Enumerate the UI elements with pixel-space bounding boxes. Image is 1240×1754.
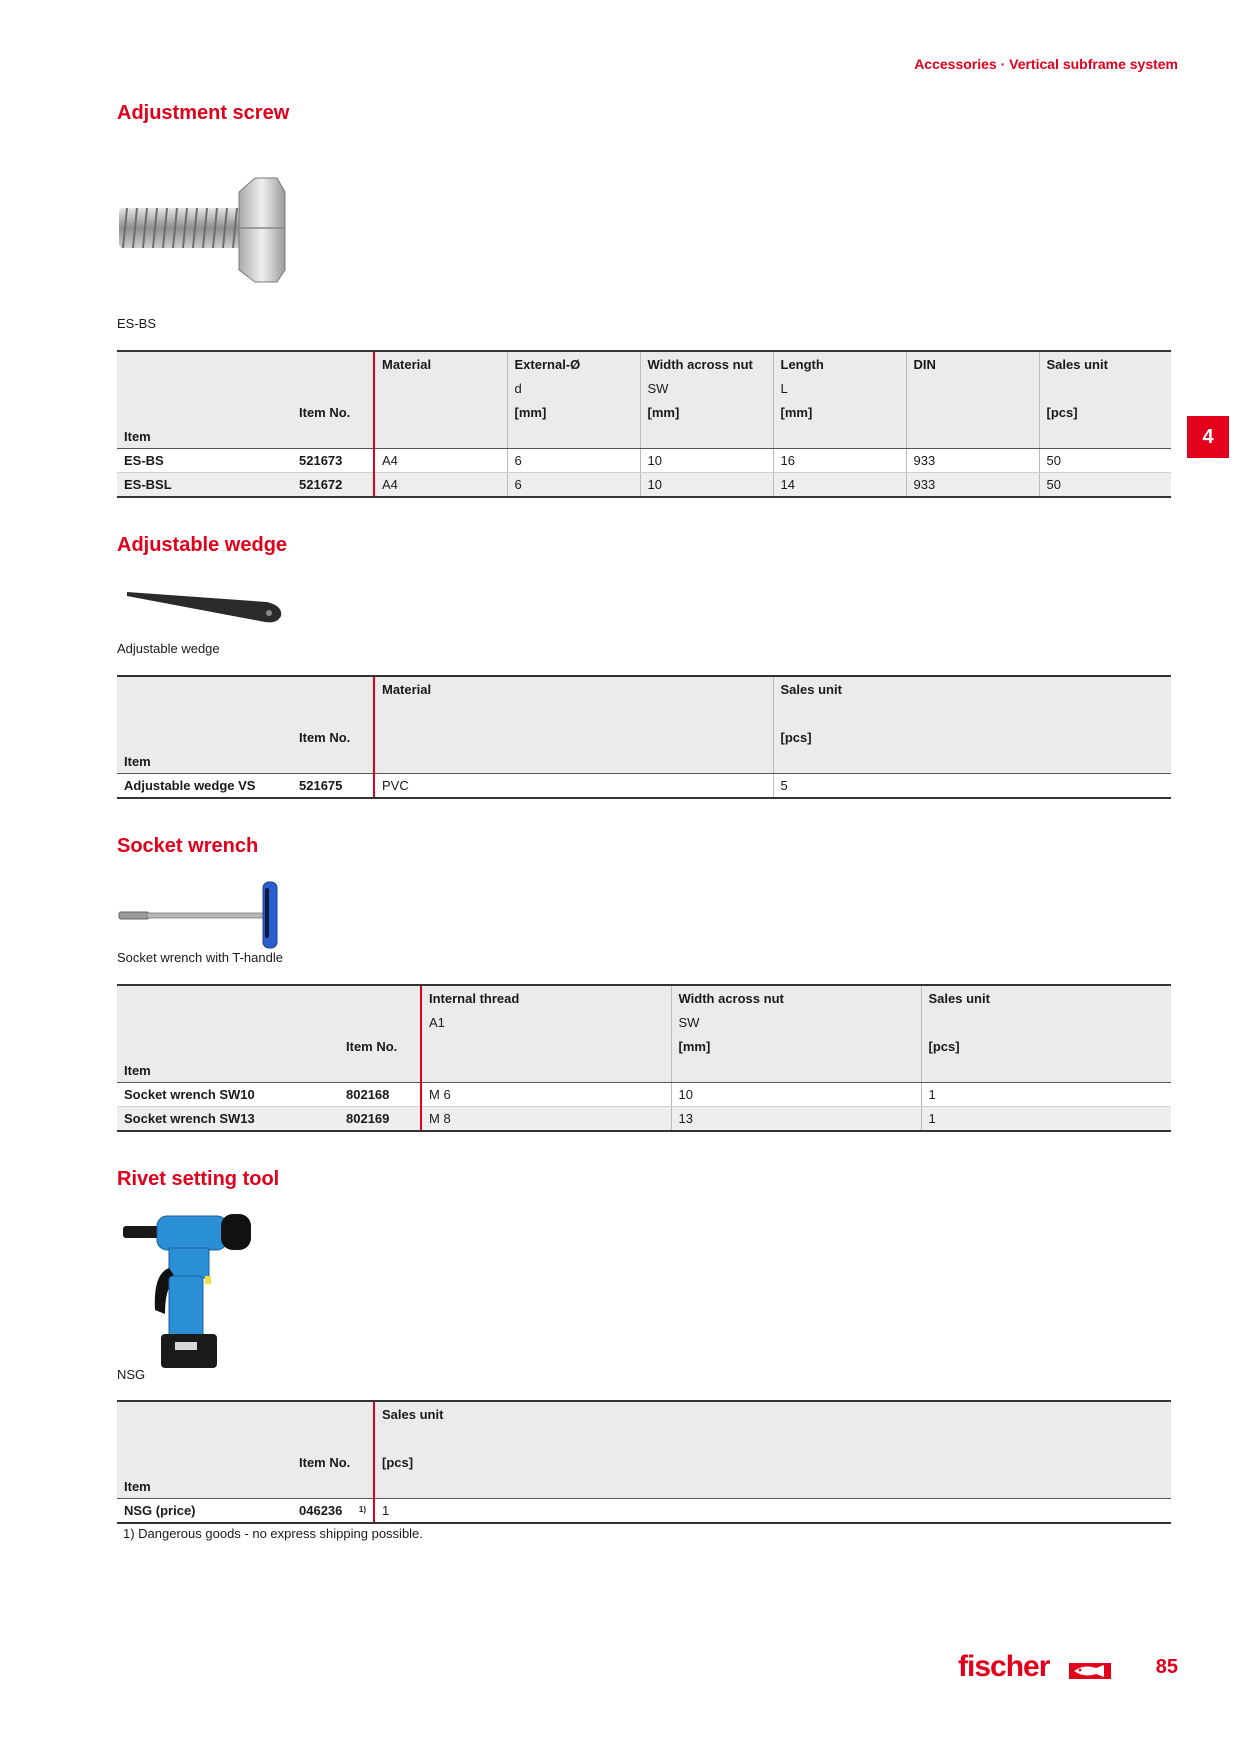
section-title-adjustment-screw: Adjustment screw: [117, 102, 290, 124]
sym-sw: SW: [671, 1010, 921, 1034]
col-sales-unit: Sales unit: [1039, 351, 1171, 376]
unit-pcs: [pcs]: [374, 1450, 1171, 1474]
section-title-adjustable-wedge: Adjustable wedge: [117, 534, 288, 556]
col-material: Material: [374, 676, 773, 701]
unit-sw: [mm]: [671, 1034, 921, 1058]
col-width-across-nut: Width across nut: [671, 985, 921, 1010]
footnote: 1) Dangerous goods - no express shipping possible.: [123, 1526, 423, 1541]
col-sales-unit: Sales unit: [921, 985, 1171, 1010]
table-row: Adjustable wedge VS 521675 PVC 5: [117, 774, 1171, 799]
fischer-logo: fischer: [958, 1650, 1050, 1683]
table-row: Socket wrench SW10 802168 M 6 10 1: [117, 1083, 1171, 1107]
sym-sw: SW: [640, 376, 773, 400]
col-item: Item: [117, 1058, 339, 1083]
adjustable-wedge-table: [117, 675, 1171, 799]
col-item: Item: [117, 749, 292, 774]
socket-wrench-table: [117, 984, 1171, 1132]
unit-pcs: [pcs]: [1039, 400, 1171, 424]
fischer-fish-logo-icon: [1068, 1660, 1112, 1682]
unit-d: [mm]: [507, 400, 640, 424]
unit-pcs: [pcs]: [773, 725, 1171, 749]
col-item: Item: [117, 424, 292, 449]
sym-a1: A1: [421, 1010, 671, 1034]
table-row: NSG (price) 046236 1) 1: [117, 1499, 1171, 1524]
col-item-no: Item No.: [292, 400, 374, 424]
col-internal-thread: Internal thread: [421, 985, 671, 1010]
col-din: DIN: [906, 351, 1039, 376]
col-item: Item: [117, 1474, 292, 1499]
page-number: 85: [1155, 1656, 1178, 1678]
col-external-diameter: External-Ø: [507, 351, 640, 376]
sym-d: d: [507, 376, 640, 400]
running-header: Accessories · Vertical subframe system: [914, 56, 1178, 72]
caption-socket-wrench: Socket wrench with T-handle: [117, 950, 283, 965]
col-width-across-nut: Width across nut: [640, 351, 773, 376]
table-row: Socket wrench SW13 802169 M 8 13 1: [117, 1107, 1171, 1132]
sym-l: L: [773, 376, 906, 400]
unit-l: [mm]: [773, 400, 906, 424]
col-sales-unit: Sales unit: [773, 676, 1171, 701]
section-title-rivet-setting-tool: Rivet setting tool: [117, 1168, 280, 1190]
caption-es-bs: ES-BS: [117, 316, 157, 331]
chapter-tab: 4: [1187, 416, 1229, 458]
col-item-no: Item No.: [292, 1450, 374, 1474]
unit-pcs: [pcs]: [921, 1034, 1171, 1058]
col-sales-unit: Sales unit: [374, 1401, 1171, 1426]
footnote-marker: 1): [358, 1505, 366, 1514]
col-length: Length: [773, 351, 906, 376]
rivet-setting-tool-image: [117, 1210, 267, 1370]
unit-sw: [mm]: [640, 400, 773, 424]
socket-wrench-image: [117, 878, 287, 950]
col-item-no: Item No.: [339, 1034, 421, 1058]
table-row: ES-BSL 521672 A4 6 10 14 933 50: [117, 473, 1171, 498]
adjustment-screw-image: [117, 150, 287, 300]
caption-adjustable-wedge: Adjustable wedge: [117, 641, 220, 656]
col-material: Material: [374, 351, 507, 376]
table-row: ES-BS 521673 A4 6 10 16 933 50: [117, 449, 1171, 473]
section-title-socket-wrench: Socket wrench: [117, 835, 259, 857]
col-item-no: Item No.: [292, 725, 374, 749]
rivet-setting-tool-table: [117, 1400, 1171, 1524]
adjustment-screw-table: [117, 350, 1171, 498]
adjustable-wedge-image: [117, 578, 287, 630]
caption-nsg: NSG: [117, 1367, 146, 1382]
